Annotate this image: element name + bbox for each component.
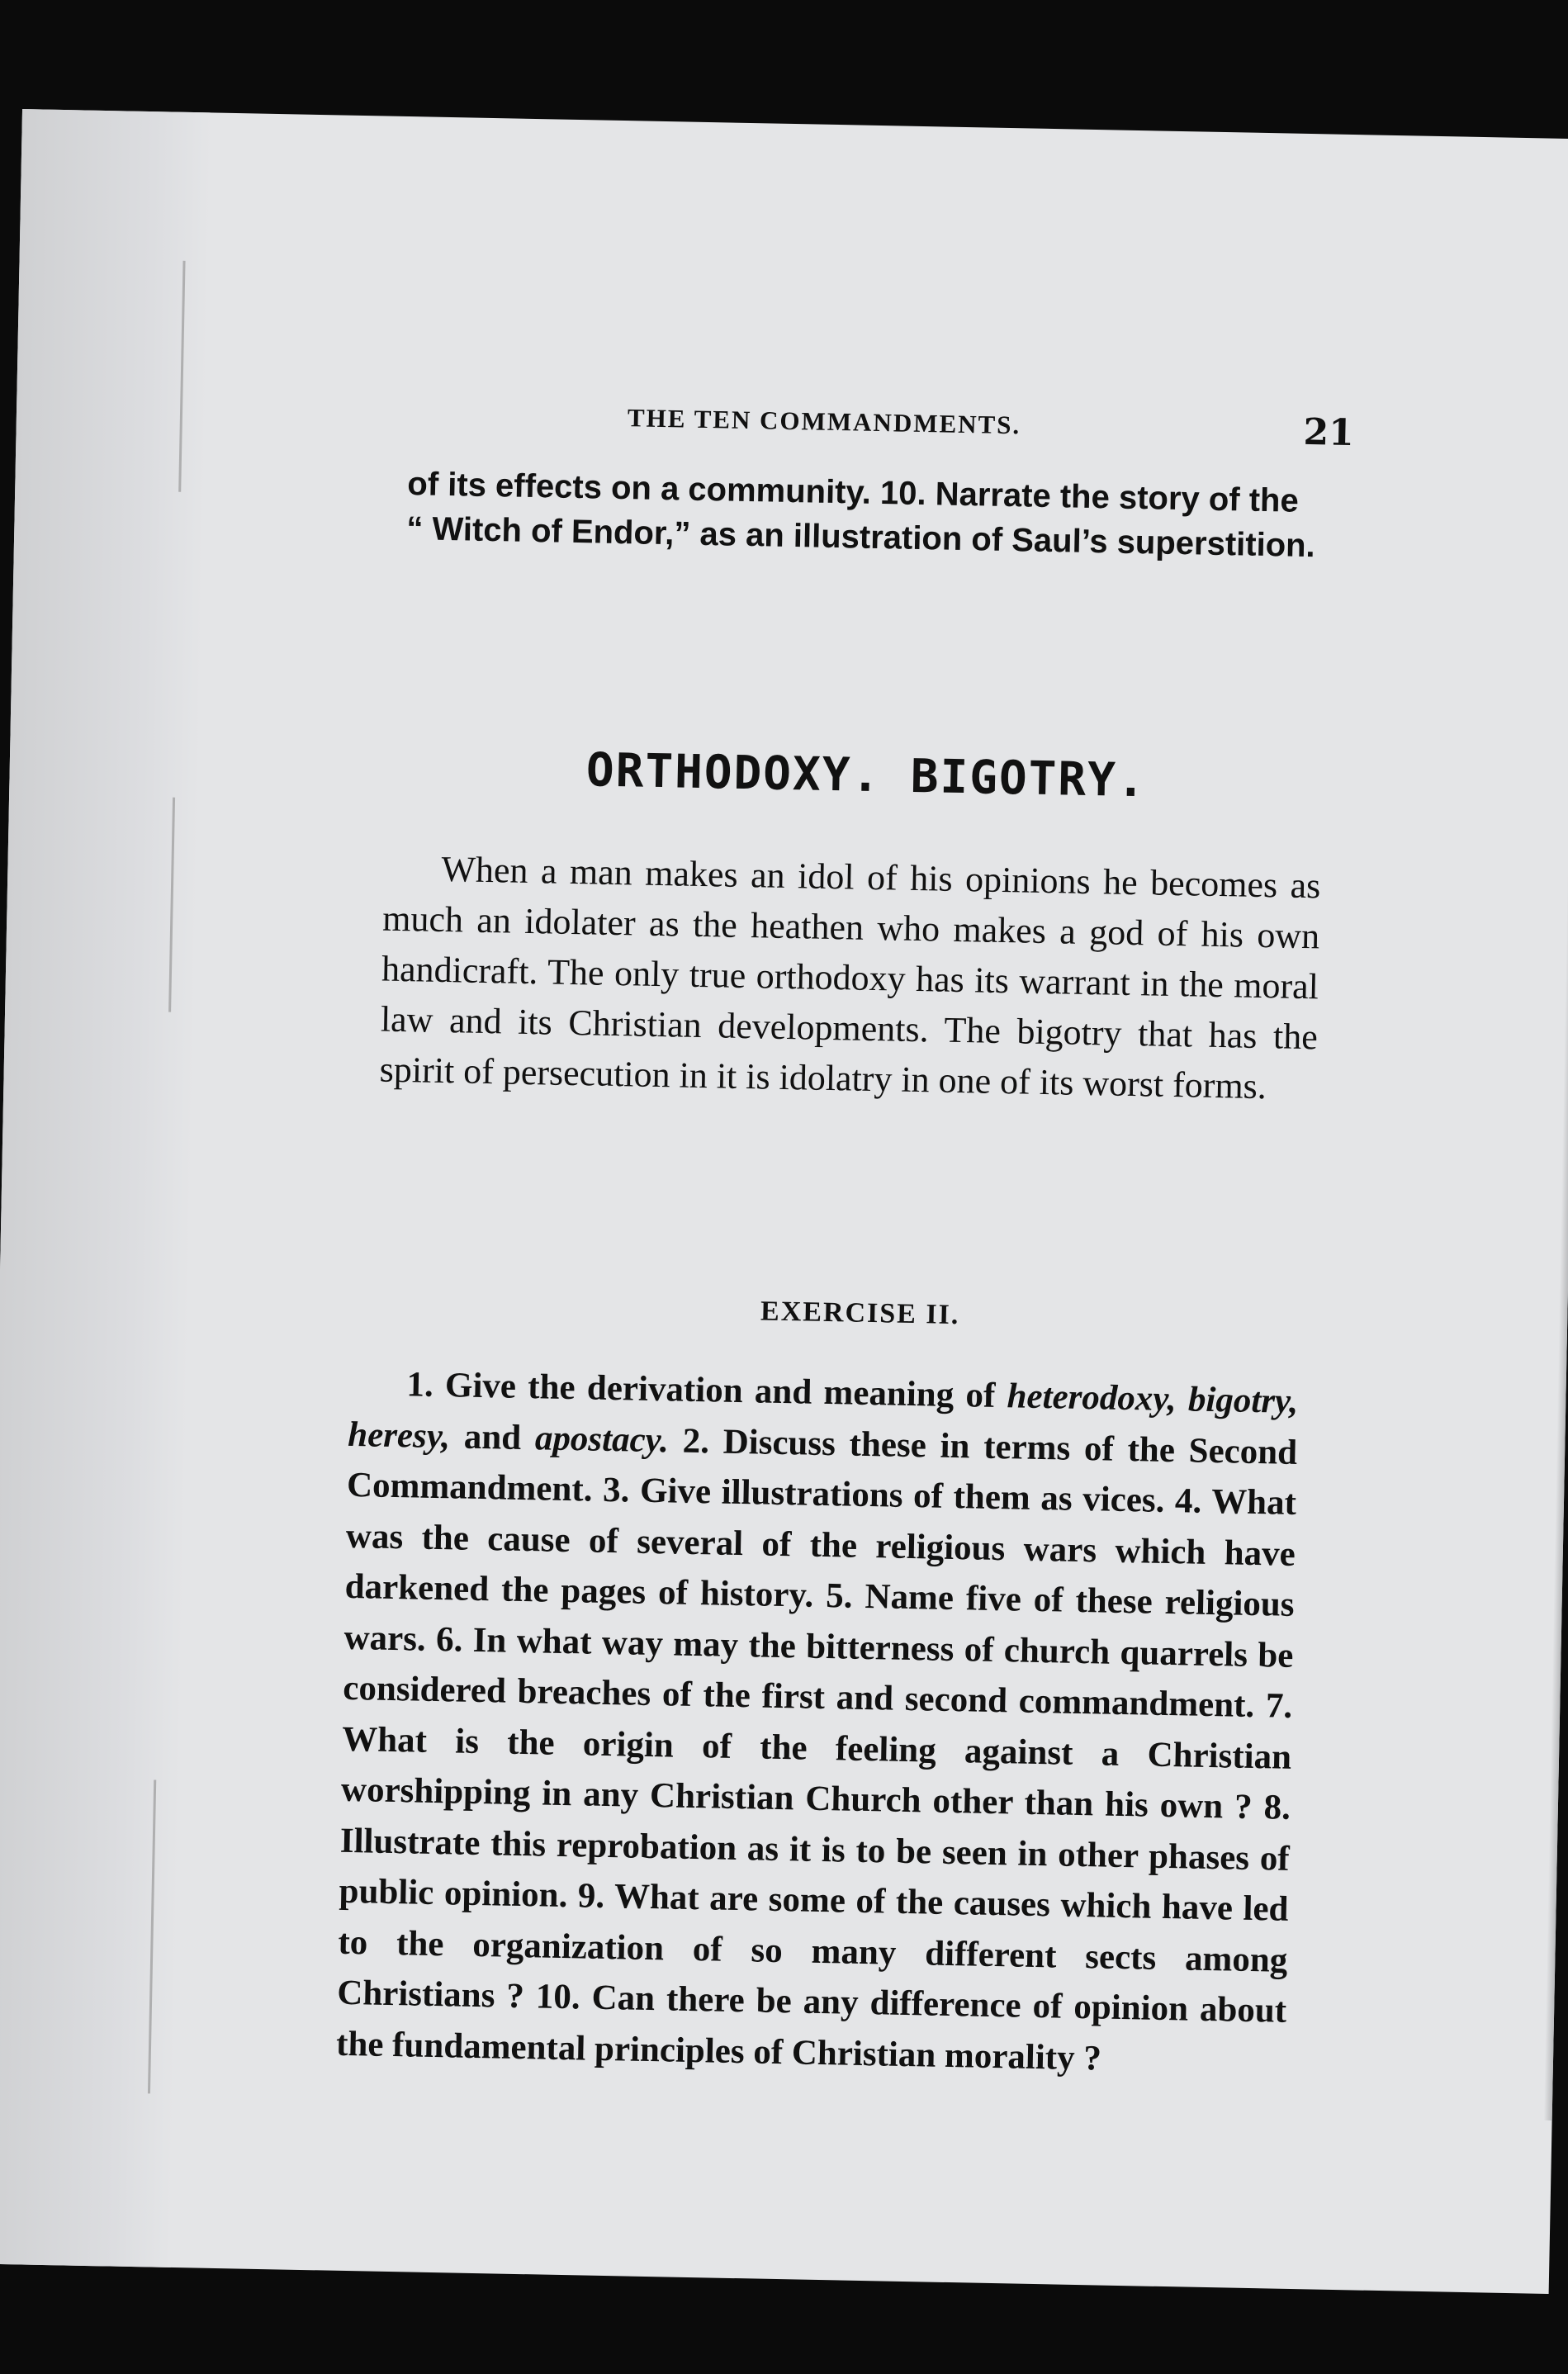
term-heresy: heresy, [347,1414,451,1456]
term-bigotry: bigotry, [1187,1380,1299,1421]
carryover-line-2: “ Witch of Endor,” as an illustration of Saul’s superstition. [405,510,1316,565]
and-word: and [449,1416,536,1457]
running-head [627,403,1355,455]
section-title: ORTHODOXY. BIGOTRY. [585,743,1148,808]
book-page [0,109,1568,2294]
carryover-line-1: of its effects on a community. 10. Narrate the story of the [406,466,1300,519]
running-head-title: THE TEN COMMANDMENTS. [627,403,1021,440]
exercise-paragraph [336,1358,1299,2087]
carryover-text [406,462,1345,569]
page-edge-shadow [1544,304,1568,2120]
term-apostacy: apostacy. [534,1418,670,1460]
exercise-questions [336,1358,1299,2087]
page-number: 21 [1303,410,1355,455]
question-1-start: 1. Give the derivation and meaning of [406,1365,1008,1416]
section-body [379,843,1321,1113]
section-paragraph: When a man makes an idol of his opinions he becomes as much an idolater as the heathen who makes a god of his own handicraft. The only true orthodoxy has its warrant in the moral law and its Christian developments. The bigotry that has the spirit of persecution in it is idolatry in one of its worst forms. [379,848,1321,1107]
questions-rest: 2. Discuss these in terms of the Second Commandment. 3. Give illustrations of them as vices. 4. What was the cause of several of the religious wars which have darkened the pages of history. 5. Name five of these religious wars. 6. In what way may the bitterness of church quarrels be considered breaches of the first and second commandment. 7. What is the origin of the feeling against a Christian worshipping in any Christian Church other than his own ? 8. Illustrate this reprobation as it is to be seen in other phases of public opinion. 9. What are some of the causes which have led to the organization of so many different sects among Christians ? 10. Can there be any difference of opinion about the fundamental principles of Christian morality ? [335,1420,1298,2078]
exercise-title: EXERCISE II. [760,1296,960,1331]
term-heterodoxy: heterodoxy, [1007,1377,1177,1419]
